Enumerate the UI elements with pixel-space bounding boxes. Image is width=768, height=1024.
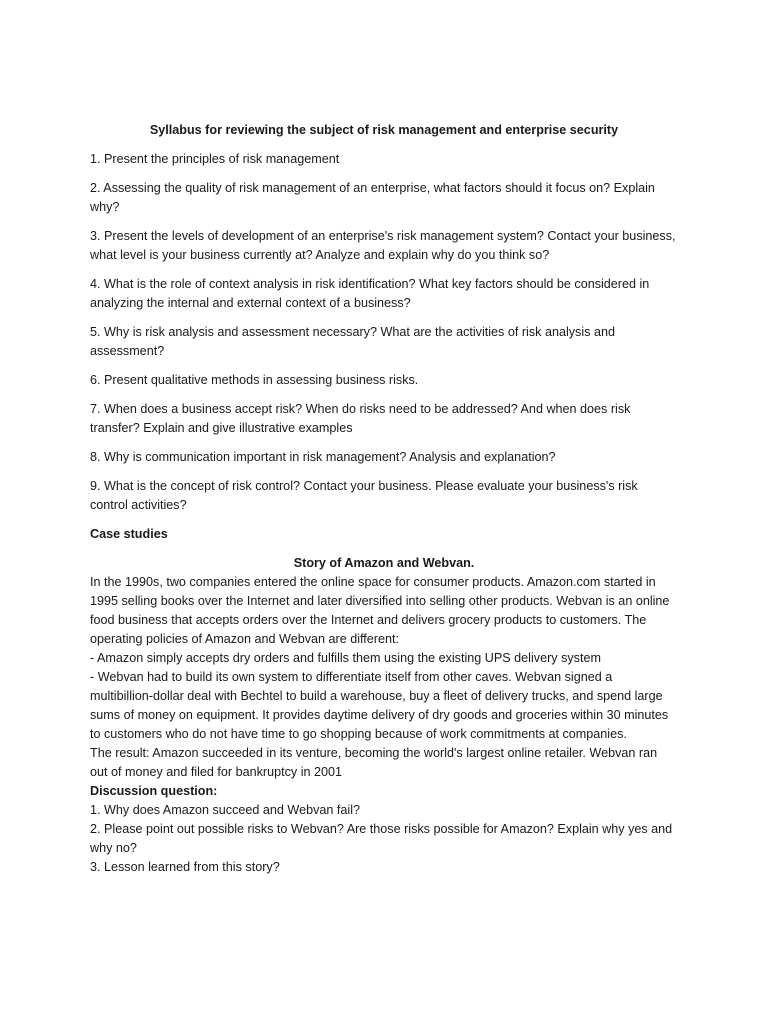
- discussion-list: [90, 801, 678, 877]
- question-item: 9. What is the concept of risk control? Contact your business. Please evaluate your business's risk control activities?: [90, 479, 638, 512]
- story-paragraph: - Amazon simply accepts dry orders and fulfills them using the existing UPS delivery system: [90, 651, 601, 665]
- discussion-item: 2. Please point out possible risks to Webvan? Are those risks possible for Amazon? Explain why yes and why no?: [90, 822, 673, 855]
- question-item: 5. Why is risk analysis and assessment necessary? What are the activities of risk analysis and assessment?: [90, 325, 615, 358]
- question-item: 8. Why is communication important in risk management? Analysis and explanation?: [90, 450, 556, 464]
- document-title: Syllabus for reviewing the subject of risk management and enterprise security: [149, 123, 619, 137]
- discussion-heading: Discussion question:: [90, 784, 218, 798]
- question-list: [90, 150, 678, 515]
- story-title: Story of Amazon and Webvan.: [293, 556, 475, 570]
- story-body: [90, 573, 678, 782]
- question-item: 4. What is the role of context analysis in risk identification? What key factors should be considered in analyzing the internal and external context of a business?: [90, 277, 650, 310]
- case-studies-heading: Case studies: [90, 527, 168, 541]
- question-item: 3. Present the levels of development of an enterprise's risk management system? Contact your business, what level is your business currently at? Analyze and explain why do you think so?: [90, 229, 676, 262]
- story-paragraph: The result: Amazon succeeded in its venture, becoming the world's largest online retailer. Webvan ran out of money and filed for bankruptcy in 2001: [90, 746, 658, 779]
- discussion-item: 1. Why does Amazon succeed and Webvan fail?: [90, 803, 360, 817]
- discussion-item: 3. Lesson learned from this story?: [90, 860, 280, 874]
- question-item: 7. When does a business accept risk? When do risks need to be addressed? And when does risk transfer? Explain and give illustrative examples: [90, 402, 631, 435]
- question-item: 6. Present qualitative methods in assessing business risks.: [90, 373, 419, 387]
- question-item: 2. Assessing the quality of risk management of an enterprise, what factors should it focus on? Explain why?: [90, 181, 655, 214]
- story-paragraph: In the 1990s, two companies entered the online space for consumer products. Amazon.com started in 1995 selling books over the Internet and later diversified into selling other products. Webvan is an online food business that accepts orders over the Internet and delivers grocery products to customers. The operating policies of Amazon and Webvan are different:: [90, 575, 670, 646]
- story-paragraph: - Webvan had to build its own system to differentiate itself from other caves. Webvan signed a multibillion-dollar deal with Bechtel to build a warehouse, buy a fleet of delivery trucks, and spend large sums of money on equipment. It provides daytime delivery of dry goods and groceries within 30 minutes to customers who do not have time to go shopping because of work commitments at companies.: [90, 670, 669, 741]
- question-item: 1. Present the principles of risk management: [90, 152, 340, 166]
